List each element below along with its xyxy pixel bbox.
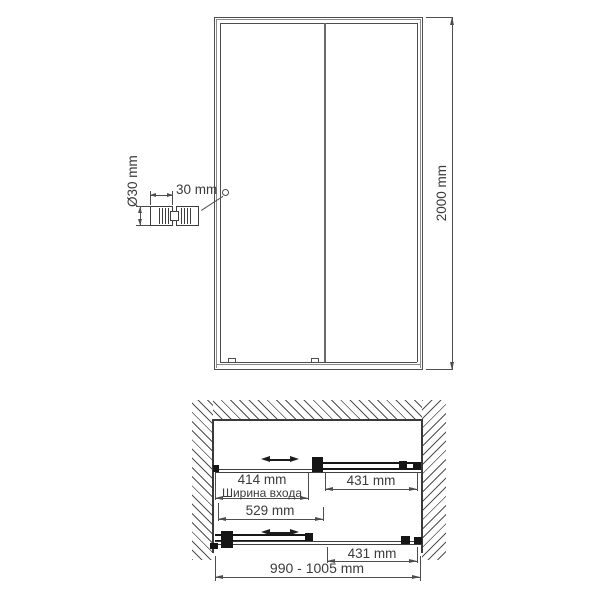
plan-handle (221, 531, 233, 548)
wall-back (213, 400, 422, 420)
knob-groove (165, 208, 166, 224)
extension-line (323, 507, 324, 521)
dimension-line (452, 17, 453, 370)
arrowhead-left (215, 575, 223, 579)
extension-line (136, 225, 150, 226)
frame-right-stile-inner-edge (417, 23, 418, 362)
knob-groove (162, 208, 163, 224)
knob-groove (159, 208, 160, 224)
door-frame (214, 17, 423, 370)
dimension-line (218, 519, 323, 520)
arrowhead-left (261, 529, 270, 535)
handle-position-mark (222, 189, 229, 196)
extension-line (426, 369, 453, 370)
dimension-line (325, 489, 417, 490)
overall-width-label: 990 - 1005 mm (269, 560, 365, 576)
roller-block (401, 536, 410, 544)
knob-groove (190, 208, 191, 224)
track-end-block (210, 543, 218, 549)
handle-diameter-label: Ø30 mm (124, 155, 140, 207)
dimension-line (215, 577, 420, 578)
arrowhead-right (290, 529, 299, 535)
arrowhead-left (150, 193, 156, 197)
frame-left-stile-inner-edge (220, 23, 221, 362)
knob-groove (187, 208, 188, 224)
extension-line (420, 556, 421, 581)
track-end-block (414, 537, 422, 544)
arrowhead-down (138, 219, 142, 225)
frame-bottom-rail-inner-edge (220, 362, 417, 363)
entrance-width-caption: Ширина входа (221, 486, 303, 500)
wall-left (192, 400, 213, 560)
roller-block (305, 533, 313, 541)
extension-line (426, 17, 453, 18)
arrowhead-right (167, 193, 173, 197)
height-dimension-label: 2000 mm (433, 164, 449, 222)
plan-handle (312, 457, 323, 472)
wall-back-inner-edge (213, 419, 422, 421)
track-end-block (213, 465, 219, 472)
handle-connector (170, 211, 179, 221)
wall-right (422, 400, 446, 560)
knob-groove (184, 208, 185, 224)
entrance-width-label: 414 mm (237, 472, 287, 487)
fixed-panel-label-open: 431 mm (346, 473, 396, 488)
bottom-roller-right (311, 358, 319, 362)
fixed-panel-label-closed: 431 mm (347, 546, 397, 561)
track-end-block (413, 463, 421, 470)
arrowhead-right (412, 575, 420, 579)
frame-bottom-rail (216, 364, 421, 365)
frame-right-stile (420, 19, 421, 368)
roller-block (399, 461, 407, 469)
knob-groove (181, 208, 182, 224)
frame-top-rail (216, 19, 421, 20)
panel-divider-line (324, 23, 326, 362)
arrowhead-left (261, 456, 270, 462)
frame-top-rail-inner-edge (220, 23, 417, 24)
arrowhead-down (450, 362, 454, 370)
handle-length-label: 30 mm (176, 182, 218, 197)
door-track (215, 541, 421, 545)
sliding-panel-label: 529 mm (245, 503, 295, 518)
arrowhead-right (290, 456, 299, 462)
knob-groove (168, 208, 169, 224)
wall-right-inner-edge (421, 419, 423, 553)
bottom-roller-left (228, 358, 236, 362)
arrowhead-up (450, 17, 454, 25)
